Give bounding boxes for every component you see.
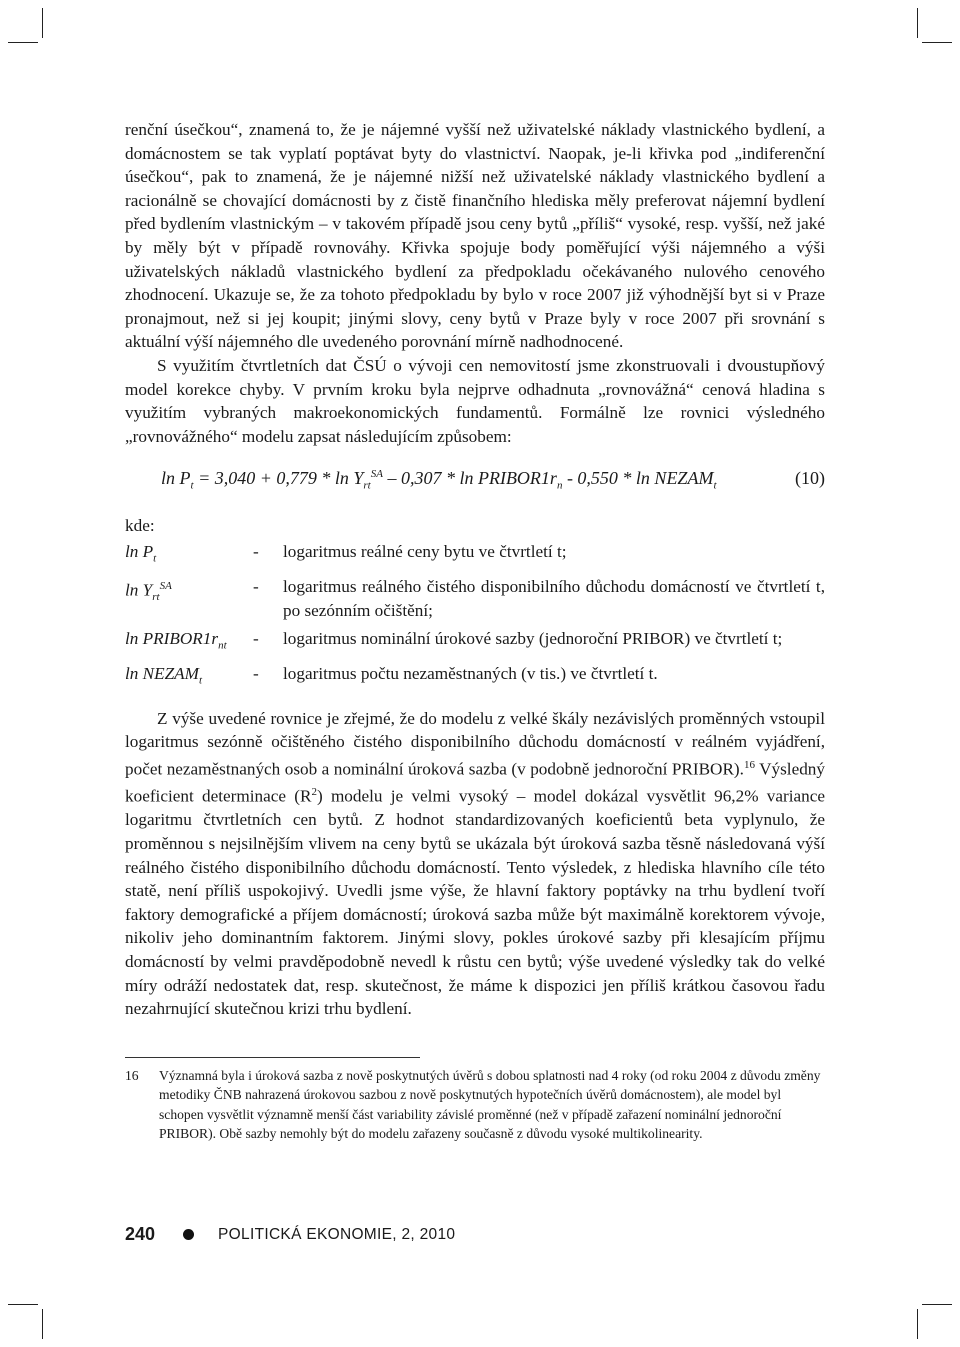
definition-item: $\ln PRIBOR1r_{nt}$ - logaritmus nominální úrokové sazby (jednoroční PRIBOR) ve čtvrtletí t; (125, 627, 825, 658)
journal-name: POLITICKÁ EKONOMIE, 2, 2010 (218, 1225, 456, 1243)
crop-mark (42, 8, 43, 38)
footnote-number: 16 (125, 1067, 139, 1083)
footnote-divider (125, 1057, 420, 1058)
crop-mark (917, 1309, 918, 1339)
paragraph: Z výše uvedené rovnice je zřejmé, že do modelu z velké škály nezávislých proměnných vstoupil logaritmus sezónně očištěného čistého disponibilního důchodu domácností v reálném vyjádření, počet nezaměstnaných osob a nominální úroková sazba (v podobně jednoroční PRIBOR).$^{16}$ Výsledný koeficient determinace $(R^2)$ modelu je velmi vysoký – model dokázal vysvětlit 96,2% variance logaritmu čtvrtletních cen bytů. Z hodnot standardizovaných koeficientů beta vyplynulo, že proměnnou s nejsilnějším vlivem na ceny bytů se ukázala být úroková sazba těsně následovaná výší reálného čistého disponibilního důchodu domácností. Tento výsledek, z hlediska hlavního cíle této statě, není příliš uspokojivý. Uvedli jsme výše, že hlavní faktory poptávky na trhu bydlení tvoří faktory demografické a příjem domácností; úroková sazba může být maximálně korektorem vývoje, nikoliv jeho dominantním faktorem. Jinými slovy, pokles úrokové sazby při klesajícím příjmu domácností by velmi pravděpodobně nevedl k růstu cen bytů; výše uvedené výsledky tak do velké míry odráží nedostatek dat, resp. skutečnost, že máme k dispozici jen příliš krátkou časovou řadu nezahrnující skutečnou krizi trhu bydlení. (125, 708, 825, 1019)
crop-mark (8, 42, 38, 43)
definition-item: $\ln Y_{rt}^{SA}$ - logaritmus reálného čistého disponibilního důchodu domácností ve čtvrtletí t, po sezónním očištění; (125, 575, 825, 622)
crop-mark (922, 1304, 952, 1305)
definition-item: $\ln P_t$ - logaritmus reálné ceny bytu ve čtvrtletí t; (125, 540, 825, 571)
page-number: 240 (125, 1224, 156, 1244)
page-body (125, 118, 825, 1143)
page-footer (125, 1224, 455, 1245)
equation-formula: $\ln P_t = 3,040 + 0,779 * \ln Y_{rt}^{SA} - 0,307 * \ln$ $PRIBOR1r_n - 0,550$ * $\ln NEZAM_t$ (161, 468, 717, 492)
crop-mark (917, 8, 918, 38)
equation-number: (10) (795, 468, 825, 489)
definition-symbol: $\ln P_t$ (125, 542, 157, 565)
equation (125, 466, 825, 500)
definition-item: $\ln NEZAM_t$ - logaritmus počtu nezaměstnaných (v tis.) ve čtvrtletí t. (125, 662, 825, 693)
definition-symbol: $\ln PRIBOR1r_{nt}$ (125, 628, 227, 651)
footnote-text: Významná byla i úroková sazba z nově poskytnutých úvěrů s dobou splatnosti nad 4 roky (od roku 2004 z důvodu změny metodiky ČNB nahrazená úrokovou sazbou z nově poskytnutých hypotečních úvěrů domácnostem), ale model byl schopen vysvětlit významně menší část variability závislé proměnné (než v případě zařazení nominální jednoroční PRIBOR). Obě sazby nemohly být do modelu zařazeny současně z důvodu vysoké multikolinearity. (159, 1067, 821, 1141)
footnote-reference[interactable]: 16 (743, 758, 755, 771)
paragraph: renční úsečkou“, znamená to, že je nájemné vyšší než uživatelské náklady vlastnického bydlení, a domácnostem se tak vyplatí poptávat byty do vlastnictví. Naopak, je-li křivka pod „indiferenční úsečkou“, pak to znamená, že je nájemné nižší než uživatelské náklady vlastnického bydlení a racionálně se chovající domácnosti by z čistě finančního hlediska měly preferovat nájemní bydlení před bydlením vlastnickým – v takovém případě jsou ceny bytů „příliš“ vysoké, resp. vyšší, než jaké by měly být v případě rovnováhy. Křivka spojuje body poměřující výši nájemného a výši uživatelských nákladů vlastnického bydlení za předpokladu očekávaného nulového cenového zhodnocení. Ukazuje se, že za tohoto předpokladu by bylo v roce 2007 již výhodnější byt si v Praze pronajmout, než si jej koupit; jinými slovy, ceny bytů v Praze byly v roce 2007 při srovnání s aktuální výší nájemného dle uvedeného porovnání mírně nadhodnocené. (125, 120, 825, 352)
definition-text: logaritmus reálného čistého disponibilního důchodu domácností ve čtvrtletí t, po sezónním očištění; (283, 577, 825, 620)
paragraph: S využitím čtvrtletních dat ČSÚ o vývoji cen nemovitostí jsme zkonstruovali i dvoustupňový model korekce chyby. V prvním kroku byla nejprve odhadnuta „rovnovážná“ cenová hladina s využitím vybraných makroekonomických fundamentů. Formálně lze rovnici výsledného „rovnovážného“ modelu zapsat následujícím způsobem: (125, 355, 825, 446)
bullet-icon (183, 1229, 194, 1240)
definition-symbol: $\ln NEZAM_t$ (125, 663, 203, 686)
definition-text: logaritmus reálné ceny bytu ve čtvrtletí t; (283, 542, 567, 562)
crop-mark (42, 1309, 43, 1339)
definition-text: logaritmus počtu nezaměstnaných (v tis.) ve čtvrtletí t. (283, 663, 658, 683)
footnote (125, 1066, 825, 1144)
crop-mark (922, 42, 952, 43)
definitions-label: kde: (125, 516, 155, 536)
definition-symbol: $\ln Y_{rt}^{SA}$ (125, 580, 172, 604)
definition-text: logaritmus nominální úrokové sazby (jednoroční PRIBOR) ve čtvrtletí t; (283, 628, 783, 648)
crop-mark (8, 1304, 38, 1305)
